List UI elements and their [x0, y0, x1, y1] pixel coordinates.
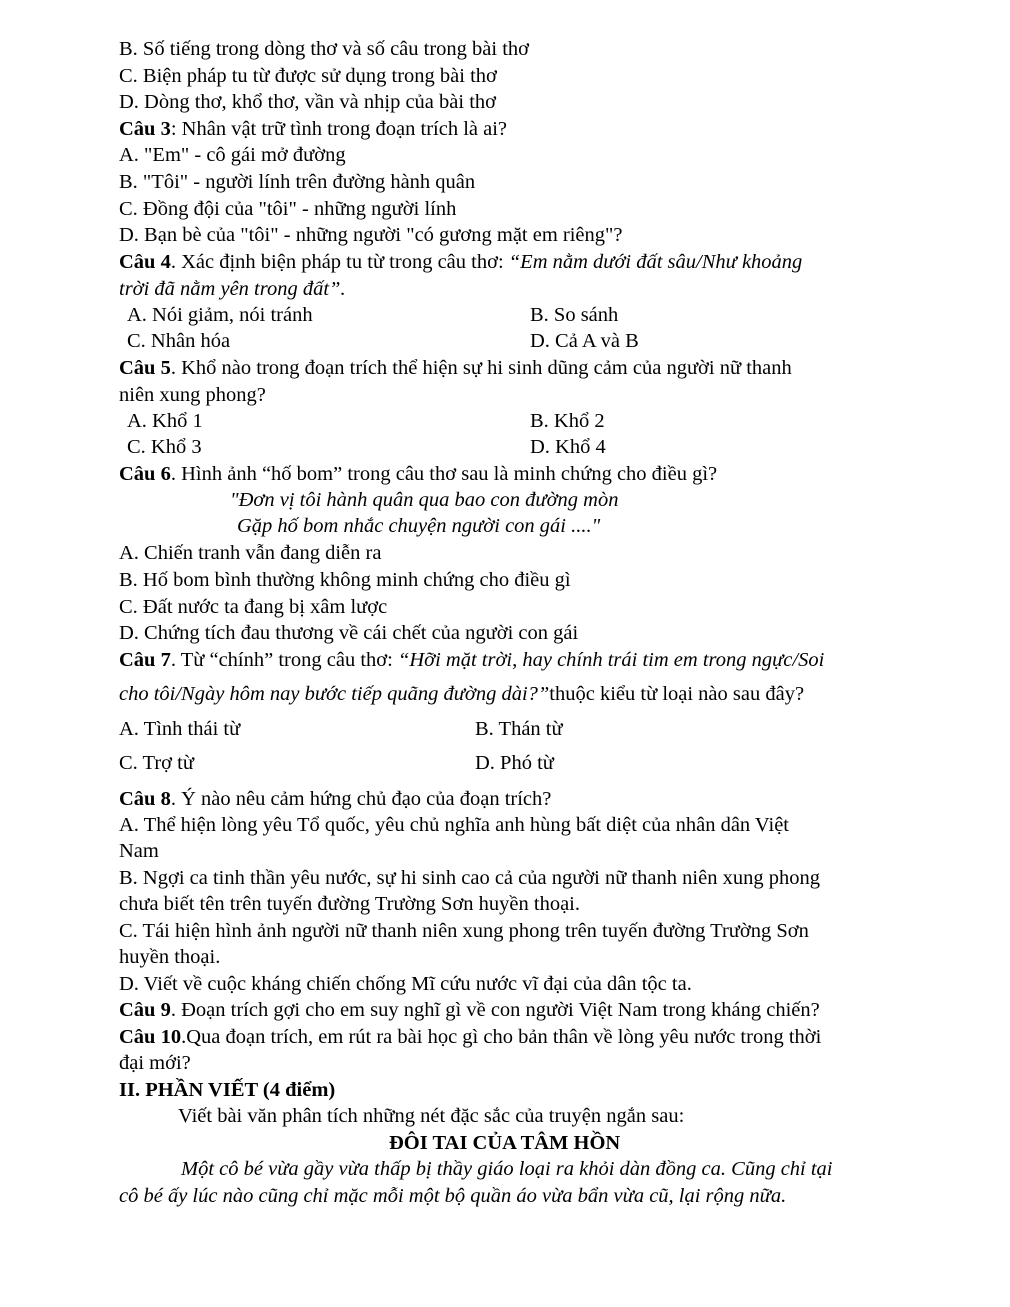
question-label: Câu 3 [119, 118, 171, 140]
option-b: B. So sánh [530, 304, 619, 326]
option-line: D. Chứng tích đau thương về cái chết của người con gái [119, 622, 579, 644]
option-line: A. Thể hiện lòng yêu Tổ quốc, yêu chủ nghĩa anh hùng bất diệt của nhân dân Việt [119, 814, 789, 836]
question-8 [119, 787, 551, 811]
question-4 [119, 250, 802, 274]
option-b: B. Khổ 2 [530, 410, 605, 432]
task-text: Viết bài văn phân tích những nét đặc sắc của truyện ngắn sau: [178, 1105, 685, 1127]
question-7 [119, 648, 824, 672]
question-3 [119, 117, 507, 141]
question-text: . Hình ảnh “hố bom” trong câu thơ sau là minh chứng cho điều gì? [170, 463, 718, 485]
question-label: Câu 4 [119, 251, 171, 273]
option-a: A. Nói giảm, nói tránh [127, 304, 313, 326]
option-line: C. Đất nước ta đang bị xâm lược [119, 596, 388, 618]
option-line: B. Hố bom bình thường không minh chứng cho điều gì [119, 569, 571, 591]
poem-quote: “Em nằm dưới đất sâu/Như khoảng [508, 251, 803, 273]
question-text: . Từ “chính” trong câu thơ: [170, 649, 398, 671]
option-line: C. Biện pháp tu từ được sử dụng trong bài thơ [119, 65, 497, 87]
option-c: C. Nhân hóa [127, 330, 231, 352]
option-line: D. Dòng thơ, khổ thơ, vần và nhịp của bài thơ [119, 91, 496, 113]
question-label: Câu 9 [119, 999, 171, 1021]
option-line: B. Số tiếng trong dòng thơ và số câu trong bài thơ [119, 38, 529, 60]
option-line: D. Viết về cuộc kháng chiến chống Mĩ cứu nước vĩ đại của dân tộc ta. [119, 973, 692, 995]
option-line: A. "Em" - cô gái mở đường [119, 144, 346, 166]
option-d: D. Khổ 4 [530, 436, 606, 458]
question-5 [119, 356, 792, 380]
option-a: A. Khổ 1 [127, 410, 203, 432]
option-d: D. Cả A và B [530, 330, 639, 352]
option-line: Nam [119, 840, 159, 862]
question-text: thuộc kiểu từ loại nào sau đây? [549, 683, 805, 705]
question-label: Câu 5 [119, 357, 171, 379]
option-line: C. Tái hiện hình ảnh người nữ thanh niên xung phong trên tuyến đường Trường Sơn [119, 920, 809, 942]
poem-quote: trời đã nằm yên trong đất”. [119, 278, 346, 300]
option-line: C. Đồng đội của "tôi" - những người lính [119, 198, 457, 220]
poem-line: "Đơn vị tôi hành quân qua bao con đường mòn [230, 489, 619, 511]
option-line: A. Chiến tranh vẫn đang diễn ra [119, 542, 382, 564]
question-text: . Xác định biện pháp tu từ trong câu thơ: [170, 251, 509, 273]
question-10 [119, 1025, 821, 1049]
option-line: B. Ngợi ca tinh thần yêu nước, sự hi sinh cao cả của người nữ thanh niên xung phong [119, 867, 820, 889]
question-label: Câu 7 [119, 649, 171, 671]
option-line: D. Bạn bè của "tôi" - những người "có gương mặt em riêng"? [119, 224, 623, 246]
poem-quote: “Hỡi mặt trời, hay chính trái tim em trong ngực/Soi [397, 649, 825, 671]
question-text: : Nhân vật trữ tình trong đoạn trích là ai? [170, 118, 508, 140]
question-text: niên xung phong? [119, 384, 266, 406]
question-text: . Khổ nào trong đoạn trích thể hiện sự hi sinh dũng cảm của người nữ thanh [170, 357, 792, 379]
poem-line: Gặp hố bom nhắc chuyện người con gái ...." [237, 515, 601, 537]
story-paragraph: Một cô bé vừa gầy vừa thấp bị thầy giáo loại ra khỏi dàn đồng ca. Cũng chỉ tại [181, 1158, 833, 1180]
question-label: Câu 6 [119, 463, 171, 485]
question-label: Câu 10 [119, 1026, 182, 1048]
question-text: đại mới? [119, 1052, 191, 1074]
option-b: B. Thán từ [475, 718, 563, 740]
story-title: ĐÔI TAI CỦA TÂM HỒN [389, 1132, 621, 1154]
option-c: C. Trợ từ [119, 752, 194, 774]
question-text: . Ý nào nêu cảm hứng chủ đạo của đoạn trích? [170, 788, 552, 810]
section-heading: II. PHẦN VIẾT (4 điểm) [119, 1079, 336, 1101]
question-7-cont [119, 682, 804, 706]
question-label: Câu 8 [119, 788, 171, 810]
question-9 [119, 998, 820, 1022]
question-6 [119, 462, 717, 486]
option-c: C. Khổ 3 [127, 436, 202, 458]
option-line: huyền thoại. [119, 946, 221, 968]
option-a: A. Tình thái từ [119, 718, 241, 740]
question-text: . Đoạn trích gợi cho em suy nghĩ gì về con người Việt Nam trong kháng chiến? [170, 999, 820, 1021]
option-line: chưa biết tên trên tuyến đường Trường Sơn huyền thoại. [119, 893, 580, 915]
option-line: B. "Tôi" - người lính trên đường hành quân [119, 171, 476, 193]
story-paragraph: cô bé ấy lúc nào cũng chỉ mặc mỗi một bộ quần áo vừa bẩn vừa cũ, lại rộng nữa. [119, 1185, 787, 1207]
option-d: D. Phó từ [475, 752, 554, 774]
poem-quote: cho tôi/Ngày hôm nay bước tiếp quãng đường dài?” [119, 683, 550, 705]
question-text: .Qua đoạn trích, em rút ra bài học gì cho bản thân về lòng yêu nước trong thời [181, 1026, 822, 1048]
